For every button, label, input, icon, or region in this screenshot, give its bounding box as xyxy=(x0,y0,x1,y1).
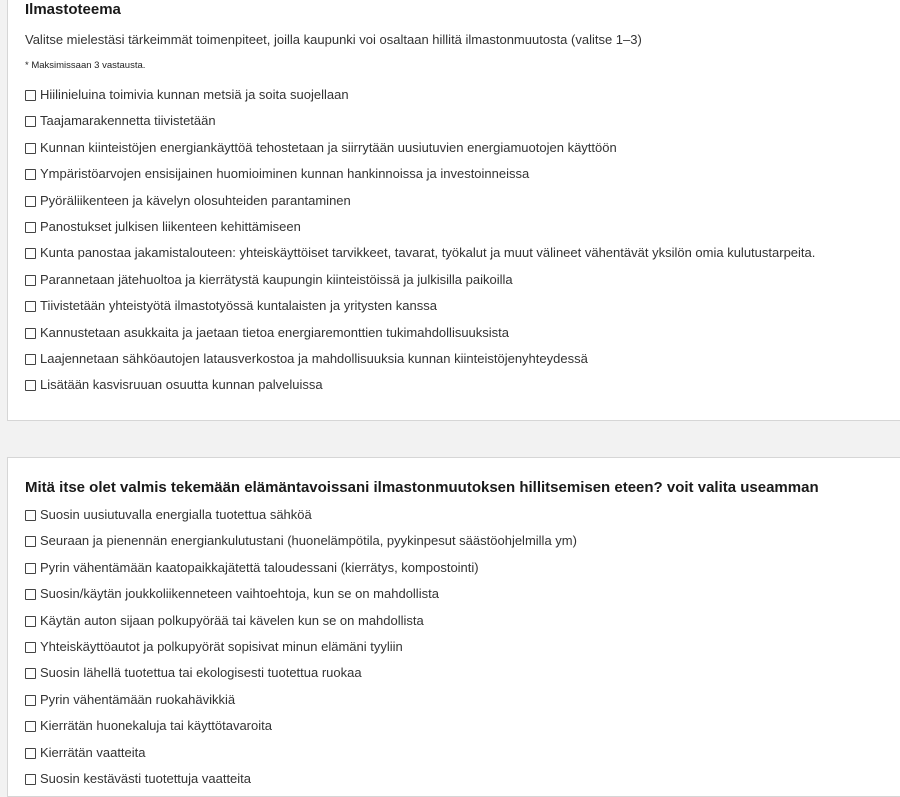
checkbox-label: Suosin/käytän joukkoliikenneteen vaihtoehtoja, kun se on mahdollista xyxy=(40,586,439,602)
checkbox-option[interactable] xyxy=(25,692,577,718)
checkbox-label: Ympäristöarvojen ensisijainen huomioiminen kunnan hankinnoissa ja investoinneissa xyxy=(40,166,530,182)
checkbox-label: Laajennetaan sähköautojen latausverkostoa ja mahdollisuuksia kunnan kiinteistöjenyhteydessä xyxy=(40,350,588,366)
checkbox[interactable] xyxy=(25,196,36,207)
checkbox[interactable] xyxy=(25,328,36,339)
checkbox-label: Seuraan ja pienennän energiankulutustani (huonelämpötila, pyykinpesut säästöohjelmilla ym) xyxy=(40,533,577,549)
checkbox-label: Kannustetaan asukkaita ja jaetaan tietoa energiaremonttien tukimahdollisuuksista xyxy=(40,324,510,340)
checkbox-option[interactable] xyxy=(25,219,815,245)
question-title: Mitä itse olet valmis tekemään elämäntavoissani ilmastonmuutoksen hillitsemisen eteen? voit valita useamman xyxy=(25,479,819,496)
checkbox-option[interactable] xyxy=(25,140,815,166)
checkbox-label: Parannetaan jätehuoltoa ja kierrätystä kaupungin kiinteistöissä ja julkisilla paikoilla xyxy=(40,271,513,287)
checkbox[interactable] xyxy=(25,116,36,127)
checkbox-label: Pyrin vähentämään ruokahävikkiä xyxy=(40,691,236,707)
checkbox[interactable] xyxy=(25,589,36,600)
checkbox-label: Yhteiskäyttöautot ja polkupyörät sopisivat minun elämäni tyyliin xyxy=(40,638,403,654)
checkbox[interactable] xyxy=(25,668,36,679)
checkbox-option[interactable] xyxy=(25,745,577,771)
checkbox[interactable] xyxy=(25,642,36,653)
checkbox-option[interactable] xyxy=(25,272,815,298)
checkbox-option[interactable] xyxy=(25,166,815,192)
checkbox-label: Lisätään kasvisruuan osuutta kunnan palveluissa xyxy=(40,377,323,393)
checkbox[interactable] xyxy=(25,510,36,521)
checkbox-label: Kunta panostaa jakamistalouteen: yhteiskäyttöiset tarvikkeet, tavarat, työkalut ja muut välineet vähentävät yksilön omia kulutustarpeita. xyxy=(40,245,816,261)
checkbox-option[interactable] xyxy=(25,586,577,612)
checkbox-label: Pyöräliikenteen ja kävelyn olosuhteiden parantaminen xyxy=(40,192,351,208)
question-description: Valitse mielestäsi tärkeimmät toimenpiteet, joilla kaupunki voi osaltaan hillitä ilmastonmuutosta (valitse 1–3) xyxy=(25,32,642,47)
checkbox[interactable] xyxy=(25,695,36,706)
answer-limit-note: * Maksimissaan 3 vastausta. xyxy=(25,60,146,71)
checkbox-option[interactable] xyxy=(25,665,577,691)
checkbox-option[interactable] xyxy=(25,193,815,219)
checkbox-option[interactable] xyxy=(25,377,815,403)
checkbox[interactable] xyxy=(25,354,36,365)
checkbox[interactable] xyxy=(25,616,36,627)
checkbox[interactable] xyxy=(25,275,36,286)
checkbox-label: Panostukset julkisen liikenteen kehittämiseen xyxy=(40,218,301,234)
option-list xyxy=(25,87,815,404)
checkbox[interactable] xyxy=(25,222,36,233)
checkbox-option[interactable] xyxy=(25,507,577,533)
checkbox-label: Suosin lähellä tuotettua tai ekologisesti tuotettua ruokaa xyxy=(40,665,362,681)
checkbox-option[interactable] xyxy=(25,298,815,324)
checkbox-option[interactable] xyxy=(25,245,815,271)
checkbox-label: Taajamarakennetta tiivistetään xyxy=(40,113,216,129)
checkbox-label: Tiivistetään yhteistyötä ilmastotyössä kuntalaisten ja yritysten kanssa xyxy=(40,298,437,314)
checkbox-option[interactable] xyxy=(25,351,815,377)
checkbox-option[interactable] xyxy=(25,533,577,559)
checkbox-label: Kierrätän vaatteita xyxy=(40,744,146,760)
checkbox-option[interactable] xyxy=(25,560,577,586)
checkbox[interactable] xyxy=(25,748,36,759)
checkbox-label: Suosin kestävästi tuotettuja vaatteita xyxy=(40,770,252,786)
checkbox[interactable] xyxy=(25,169,36,180)
checkbox[interactable] xyxy=(25,248,36,259)
checkbox[interactable] xyxy=(25,143,36,154)
checkbox-label: Pyrin vähentämään kaatopaikkajätettä taloudessani (kierrätys, kompostointi) xyxy=(40,559,479,575)
checkbox-label: Hiilinieluina toimivia kunnan metsiä ja soita suojellaan xyxy=(40,87,349,102)
checkbox-option[interactable] xyxy=(25,771,577,797)
checkbox[interactable] xyxy=(25,721,36,732)
checkbox-label: Suosin uusiutuvalla energialla tuotettua sähköä xyxy=(40,507,312,522)
checkbox[interactable] xyxy=(25,380,36,391)
option-list xyxy=(25,507,577,797)
checkbox-option[interactable] xyxy=(25,113,815,139)
question-title: Ilmastoteema xyxy=(25,1,121,18)
checkbox-option[interactable] xyxy=(25,718,577,744)
checkbox[interactable] xyxy=(25,301,36,312)
checkbox-option[interactable] xyxy=(25,325,815,351)
question-card-lifestyle xyxy=(7,457,900,797)
checkbox-label: Kierrätän huonekaluja tai käyttötavaroita xyxy=(40,718,272,734)
checkbox[interactable] xyxy=(25,90,36,101)
checkbox-label: Käytän auton sijaan polkupyörää tai kävelen kun se on mahdollista xyxy=(40,612,424,628)
checkbox[interactable] xyxy=(25,563,36,574)
checkbox-option[interactable] xyxy=(25,613,577,639)
checkbox[interactable] xyxy=(25,536,36,547)
checkbox-label: Kunnan kiinteistöjen energiankäyttöä tehostetaan ja siirrytään uusiutuvien energiamuotojen käyttöön xyxy=(40,139,617,155)
checkbox[interactable] xyxy=(25,774,36,785)
question-card-climate-theme xyxy=(7,0,900,421)
checkbox-option[interactable] xyxy=(25,87,815,113)
checkbox-option[interactable] xyxy=(25,639,577,665)
